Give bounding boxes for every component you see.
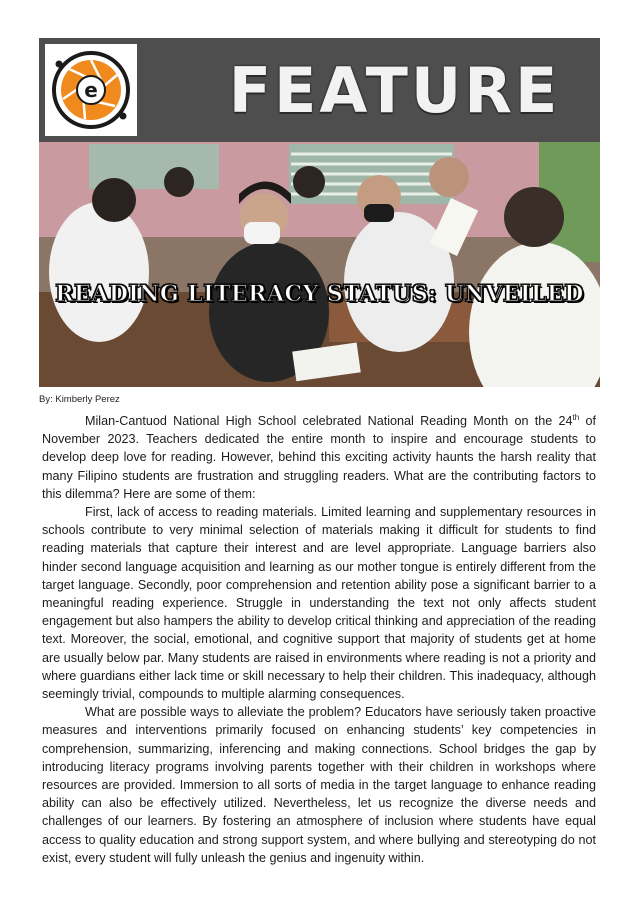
photo-headline: READING LITERACY STATUS: UNVEILED: [55, 281, 584, 307]
publication-logo: [45, 44, 137, 136]
camera-aperture-icon: [45, 44, 137, 136]
classroom-photo: [39, 142, 600, 387]
author-byline: By: Kimberly Perez: [39, 394, 120, 405]
paragraph-2: First, lack of access to reading materials. Limited learning and supplementary resources in schools contribute to very minimal selection of materials making it difficult for students to find reading materials that capture their interest and are level appropriate. Language barriers also hinder second language acquisition and learning as our mother tongue is entirely different from the target language. Secondly, poor comprehension and retention ability pose a significant barrier to a meaningful reading experience. Struggle in understanding the text not only affects student engagement but also hampers the ability to develop critical thinking and appreciation of the reading text. Moreover, the social, emotional, and cognitive support that majority of students get at home are usually below par. Many students are raised in environments where reading is not a priority and where guardians either lack time or skill necessary to help their children. This inadequacy, although seemingly trivial, compounds to multiple alarming consequences.: [42, 505, 596, 702]
paragraph-3: What are possible ways to alleviate the problem? Educators have seriously taken proactive measures and interventions primarily focused on enhancing students’ key competencies in comprehension, summarizing, inferencing and making connections. School bridges the gap by introducing literacy programs involving parents together with their children in workshops where resources are provided. Immersion to all sorts of media in the target language to enhance reading ability can also be effectively utilized. Nevertheless, let us recognize the diverse needs and challenges of our learners. By fostering an atmosphere of inclusion where students have equal access to quality education and strong support system, and where bullying and stereotyping do not exist, every student will fully unleash the genius and ingenuity within.: [42, 705, 596, 865]
feature-header: [39, 38, 600, 142]
logo-letter: e: [84, 78, 98, 102]
article-body: [42, 412, 596, 867]
section-title: FEATURE: [228, 53, 561, 127]
paragraph-1: Milan-Cantuod National High School celebrated National Reading Month on the 24th of November 2023. Teachers dedicated the entire month to inspire and encourage students to develop deep love for reading. However, behind this exciting activity haunts the harsh reality that many Filipino students are frustration and struggling readers. What are the contributing factors to this dilemma? Here are some of them:: [42, 412, 596, 501]
students-reading-image: [39, 142, 600, 387]
